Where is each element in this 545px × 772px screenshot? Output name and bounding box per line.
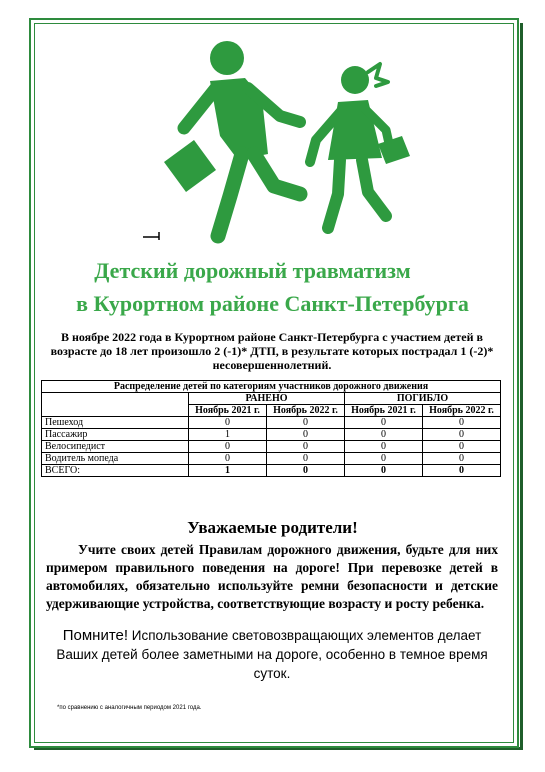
remember-paragraph xyxy=(46,626,498,683)
table-cell: 0 xyxy=(423,441,501,453)
col-killed-2021: Ноябрь 2021 г. xyxy=(345,405,423,417)
group-killed: ПОГИБЛО xyxy=(345,393,501,405)
table-cell: 0 xyxy=(267,453,345,465)
table-cell: 0 xyxy=(345,465,423,477)
table-cell: 1 xyxy=(189,465,267,477)
table-cell: 0 xyxy=(267,465,345,477)
table-cell: 0 xyxy=(345,429,423,441)
row-label: ВСЕГО: xyxy=(42,465,189,477)
table-cell: 0 xyxy=(423,429,501,441)
table-row xyxy=(42,429,501,441)
table-row-total xyxy=(42,465,501,477)
col-injured-2021: Ноябрь 2021 г. xyxy=(189,405,267,417)
remember-text: Использование световозвращающих элементов делает Ваших детей более заметными на дороге, особенно в темное время суток. xyxy=(56,628,488,681)
table-cell: 0 xyxy=(189,441,267,453)
table-cell: 0 xyxy=(345,417,423,429)
table-cell: 0 xyxy=(345,441,423,453)
page-title xyxy=(0,258,545,284)
table-row xyxy=(42,417,501,429)
col-injured-2022: Ноябрь 2022 г. xyxy=(267,405,345,417)
page-subtitle: в Курортном районе Санкт-Петербурга xyxy=(76,291,469,316)
page-title-text: Детский дорожный травматизм xyxy=(94,258,411,283)
table-row xyxy=(42,453,501,465)
table-cell: 0 xyxy=(267,417,345,429)
row-label: Водитель мопеда xyxy=(42,453,189,465)
table-corner-cell xyxy=(42,393,189,417)
table-cell: 0 xyxy=(267,429,345,441)
table-cell: 0 xyxy=(423,453,501,465)
table-cell: 0 xyxy=(345,453,423,465)
advice-paragraph: Учите своих детей Правилам дорожного движения, будьте для них примером правильного поведения на дороге! При перевозке детей в автомобилях, обязательно используйте ремни безопасности и детские удерживающие устройства, соответствующие возрасту и росту ребенка. xyxy=(46,542,498,611)
row-label: Велосипедист xyxy=(42,441,189,453)
remember-lead: Помните! xyxy=(62,627,129,644)
table-cell: 0 xyxy=(267,441,345,453)
table-cell: 0 xyxy=(423,417,501,429)
table-cell: 0 xyxy=(189,417,267,429)
children-crossing-icon xyxy=(150,36,420,246)
text-cursor-icon xyxy=(143,232,161,240)
statistics-table xyxy=(41,380,501,477)
parents-heading: Уважаемые родители! xyxy=(187,518,358,537)
table-caption: Распределение детей по категориям участников дорожного движения xyxy=(42,381,501,393)
table-cell: 1 xyxy=(189,429,267,441)
col-killed-2022: Ноябрь 2022 г. xyxy=(423,405,501,417)
table-cell: 0 xyxy=(423,465,501,477)
group-injured: РАНЕНО xyxy=(189,393,345,405)
row-label: Пешеход xyxy=(42,417,189,429)
table-cell: 0 xyxy=(189,453,267,465)
intro-paragraph: В ноябре 2022 года в Курортном районе Санкт-Петербурга с участием детей в возрасте до 18 лет произошло 2 (-1)* ДТП, в результате которых пострадал 1 (-2)* несовершеннолетний. xyxy=(50,330,494,372)
footnote: *по сравнению с аналогичным периодом 2021 года. xyxy=(57,705,202,711)
table-row xyxy=(42,441,501,453)
row-label: Пассажир xyxy=(42,429,189,441)
